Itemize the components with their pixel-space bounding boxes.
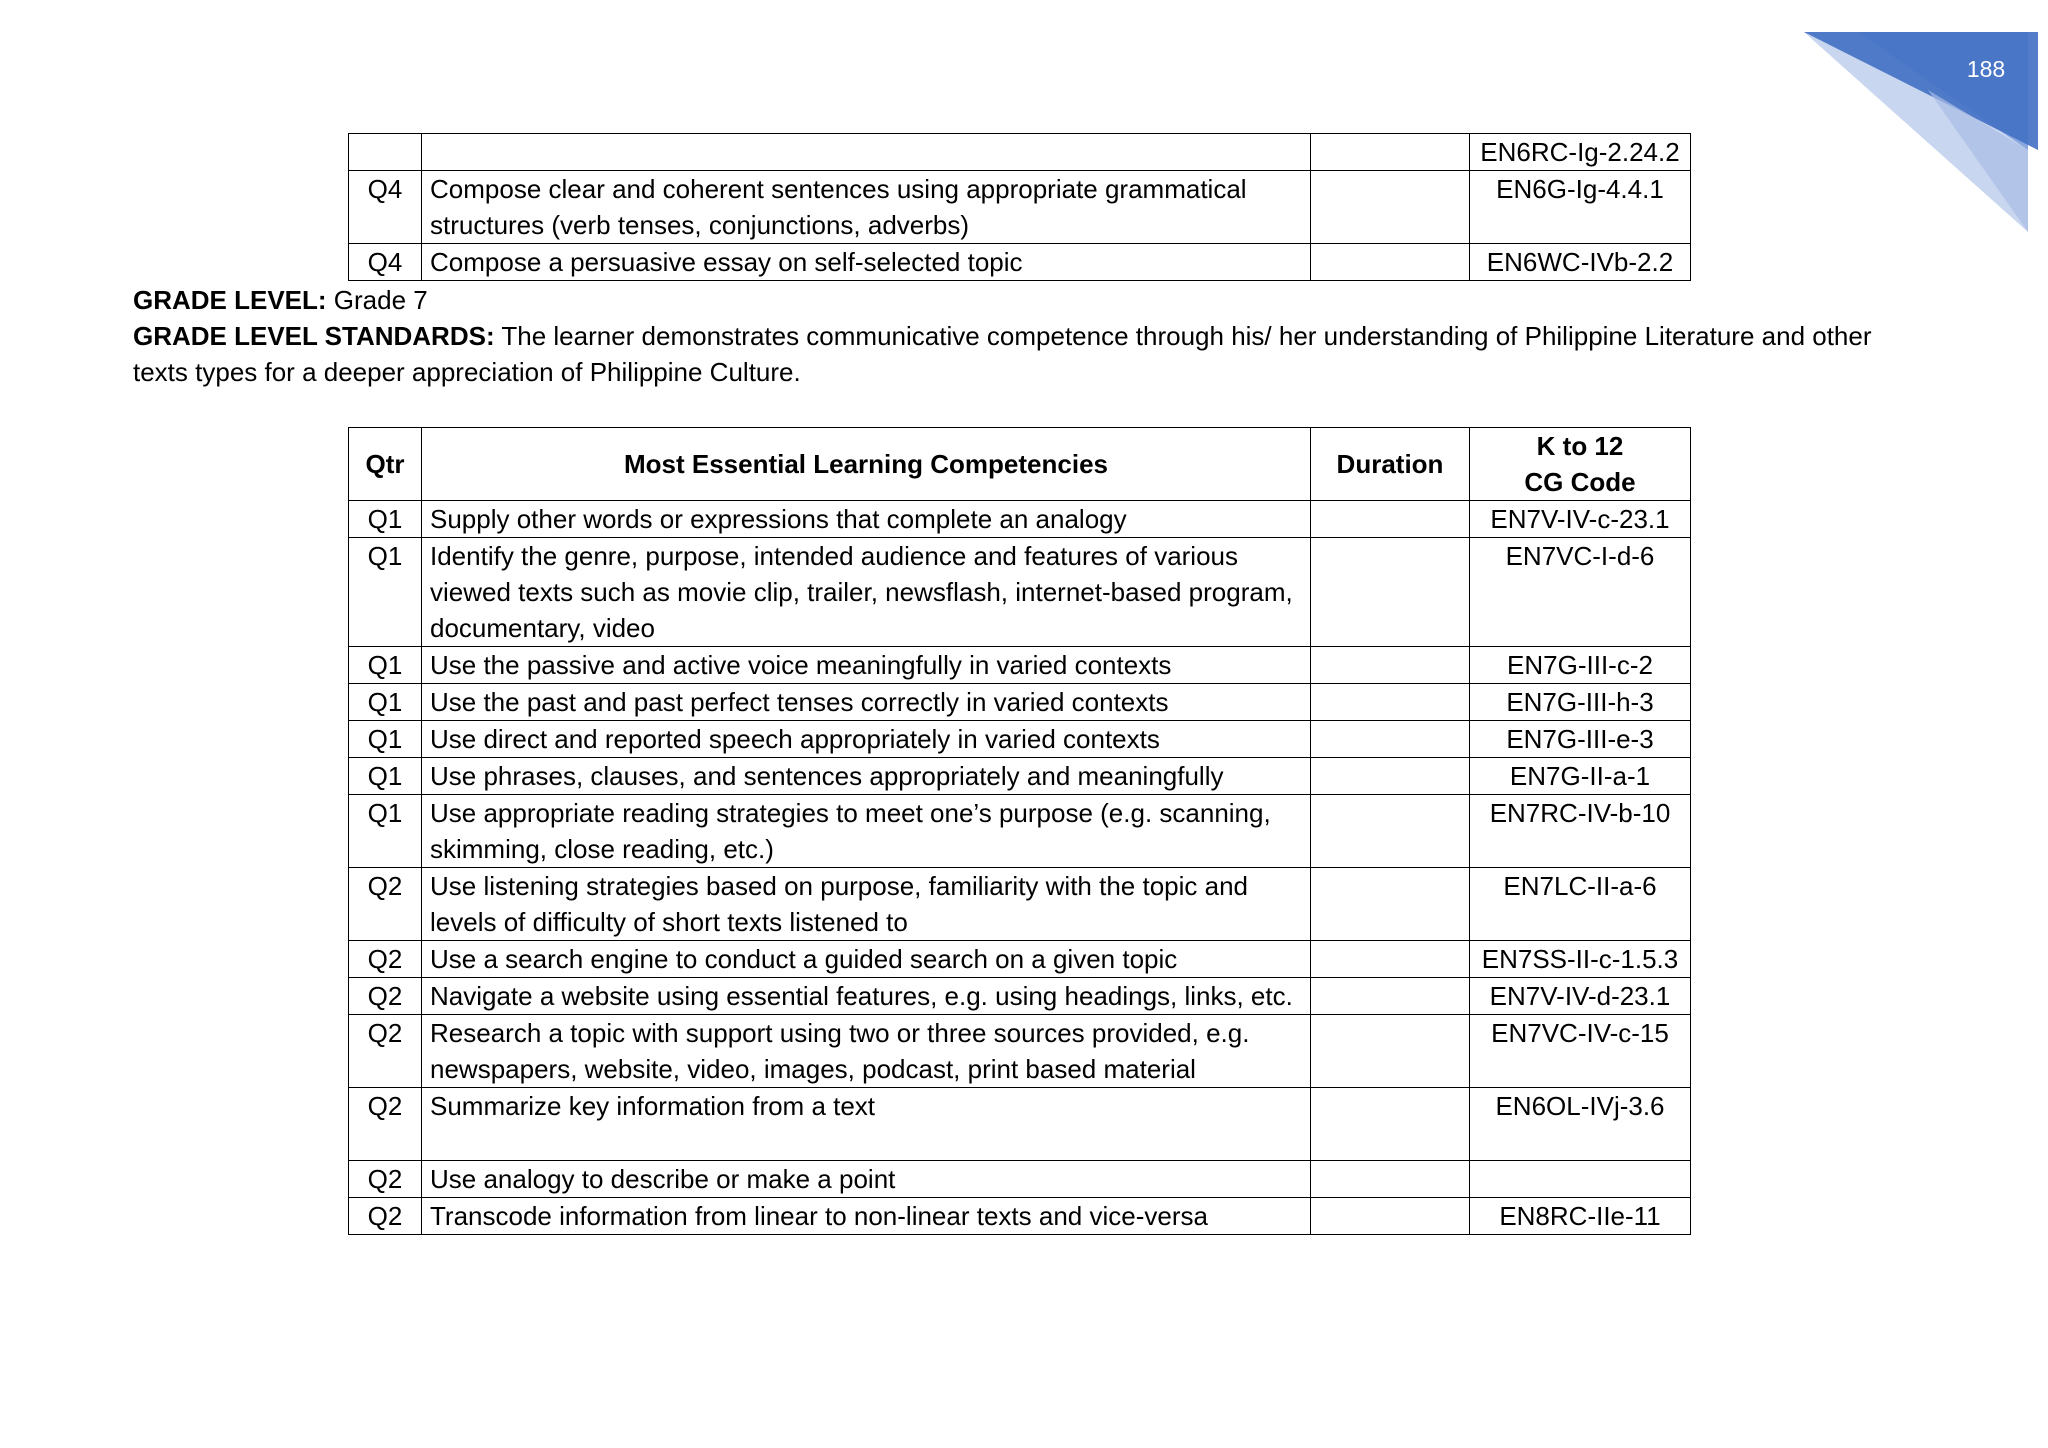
duration-cell (1311, 1015, 1470, 1088)
grade-level-block (133, 282, 1913, 390)
qtr-cell: Q2 (349, 1161, 422, 1198)
qtr-cell: Q4 (349, 171, 422, 244)
grade-level-standards (133, 318, 1913, 390)
competency-cell: Use analogy to describe or make a point (422, 1161, 1311, 1198)
duration-cell (1311, 538, 1470, 647)
competency-cell: Identify the genre, purpose, intended audience and features of various viewed texts such as movie clip, trailer, newsflash, internet-based program, documentary, video (422, 538, 1311, 647)
duration-cell (1311, 795, 1470, 868)
competency-cell: Use the passive and active voice meaningfully in varied contexts (422, 647, 1311, 684)
code-cell: EN7VC-I-d-6 (1470, 538, 1691, 647)
duration-cell (1311, 501, 1470, 538)
code-cell: EN6G-Ig-4.4.1 (1470, 171, 1691, 244)
header-code (1470, 428, 1691, 501)
qtr-cell: Q2 (349, 941, 422, 978)
competency-cell: Use listening strategies based on purpose, familiarity with the topic and levels of difficulty of short texts listened to (422, 868, 1311, 941)
competency-table (348, 427, 1691, 1235)
table-row (349, 171, 1691, 244)
qtr-cell: Q1 (349, 647, 422, 684)
qtr-cell: Q1 (349, 538, 422, 647)
table-row (349, 647, 1691, 684)
competency-cell: Compose a persuasive essay on self-selected topic (422, 244, 1311, 281)
code-cell: EN7RC-IV-b-10 (1470, 795, 1691, 868)
duration-cell (1311, 868, 1470, 941)
duration-cell (1311, 721, 1470, 758)
table-row (349, 684, 1691, 721)
table-row (349, 134, 1691, 171)
qtr-cell: Q4 (349, 244, 422, 281)
code-cell: EN7VC-IV-c-15 (1470, 1015, 1691, 1088)
competency-cell (422, 134, 1311, 171)
code-cell: EN7G-II-a-1 (1470, 758, 1691, 795)
code-cell: EN8RC-IIe-11 (1470, 1198, 1691, 1235)
header-competency: Most Essential Learning Competencies (422, 428, 1311, 501)
grade-level-standards-text: The learner demonstrates communicative competence through his/ her understanding of Philippine Literature and other texts types for a deeper appreciation of Philippine Culture. (133, 321, 1872, 387)
table-row (349, 538, 1691, 647)
table-row (349, 758, 1691, 795)
code-cell: EN7LC-II-a-6 (1470, 868, 1691, 941)
code-cell: EN7SS-II-c-1.5.3 (1470, 941, 1691, 978)
competency-cell: Use appropriate reading strategies to meet one’s purpose (e.g. scanning, skimming, close reading, etc.) (422, 795, 1311, 868)
qtr-cell: Q1 (349, 721, 422, 758)
duration-cell (1311, 1198, 1470, 1235)
duration-cell (1311, 978, 1470, 1015)
header-qtr: Qtr (349, 428, 422, 501)
competency-cell: Use a search engine to conduct a guided search on a given topic (422, 941, 1311, 978)
grade-level-standards-label: GRADE LEVEL STANDARDS: (133, 321, 495, 351)
grade-level-label: GRADE LEVEL: (133, 285, 327, 315)
qtr-cell: Q1 (349, 684, 422, 721)
table-row (349, 868, 1691, 941)
qtr-cell: Q2 (349, 978, 422, 1015)
duration-cell (1311, 134, 1470, 171)
qtr-cell: Q1 (349, 501, 422, 538)
corner-decoration (1708, 0, 2048, 260)
code-cell: EN7V-IV-c-23.1 (1470, 501, 1691, 538)
qtr-cell (349, 134, 422, 171)
duration-cell (1311, 1161, 1470, 1198)
competency-cell: Research a topic with support using two or three sources provided, e.g. newspapers, website, video, images, podcast, print based material (422, 1015, 1311, 1088)
competency-cell: Summarize key information from a text (422, 1088, 1311, 1161)
table-row (349, 721, 1691, 758)
code-cell: EN6OL-IVj-3.6 (1470, 1088, 1691, 1161)
qtr-cell: Q2 (349, 868, 422, 941)
duration-cell (1311, 1088, 1470, 1161)
table-row (349, 501, 1691, 538)
table-row (349, 795, 1691, 868)
table-row (349, 1088, 1691, 1161)
code-cell: EN6WC-IVb-2.2 (1470, 244, 1691, 281)
competency-cell: Use the past and past perfect tenses correctly in varied contexts (422, 684, 1311, 721)
qtr-cell: Q2 (349, 1015, 422, 1088)
code-cell: EN6RC-Ig-2.24.2 (1470, 134, 1691, 171)
table-row (349, 1015, 1691, 1088)
code-cell: EN7G-III-h-3 (1470, 684, 1691, 721)
table-header-row (349, 428, 1691, 501)
competency-cell: Navigate a website using essential features, e.g. using headings, links, etc. (422, 978, 1311, 1015)
qtr-cell: Q1 (349, 758, 422, 795)
competency-cell: Supply other words or expressions that complete an analogy (422, 501, 1311, 538)
duration-cell (1311, 244, 1470, 281)
code-cell: EN7V-IV-d-23.1 (1470, 978, 1691, 1015)
competency-cell: Transcode information from linear to non-linear texts and vice-versa (422, 1198, 1311, 1235)
header-code-line1: K to 12 (1536, 431, 1624, 461)
table-row (349, 941, 1691, 978)
code-cell (1470, 1161, 1691, 1198)
grade-level-value: Grade 7 (326, 285, 428, 315)
table-row (349, 1161, 1691, 1198)
duration-cell (1311, 758, 1470, 795)
competency-cell: Compose clear and coherent sentences using appropriate grammatical structures (verb tenses, conjunctions, adverbs) (422, 171, 1311, 244)
table-row (349, 1198, 1691, 1235)
duration-cell (1311, 941, 1470, 978)
header-code-line2: CG Code (1524, 467, 1636, 497)
header-duration: Duration (1311, 428, 1470, 501)
table-row (349, 244, 1691, 281)
duration-cell (1311, 684, 1470, 721)
code-cell: EN7G-III-e-3 (1470, 721, 1691, 758)
code-cell: EN7G-III-c-2 (1470, 647, 1691, 684)
qtr-cell: Q2 (349, 1198, 422, 1235)
competency-cell: Use direct and reported speech appropriately in varied contexts (422, 721, 1311, 758)
grade-level (133, 282, 1913, 318)
competency-cell: Use phrases, clauses, and sentences appropriately and meaningfully (422, 758, 1311, 795)
page-number: 188 (1966, 56, 2006, 82)
duration-cell (1311, 647, 1470, 684)
qtr-cell: Q2 (349, 1088, 422, 1161)
duration-cell (1311, 171, 1470, 244)
table-row (349, 978, 1691, 1015)
qtr-cell: Q1 (349, 795, 422, 868)
top-competency-table (348, 133, 1691, 281)
